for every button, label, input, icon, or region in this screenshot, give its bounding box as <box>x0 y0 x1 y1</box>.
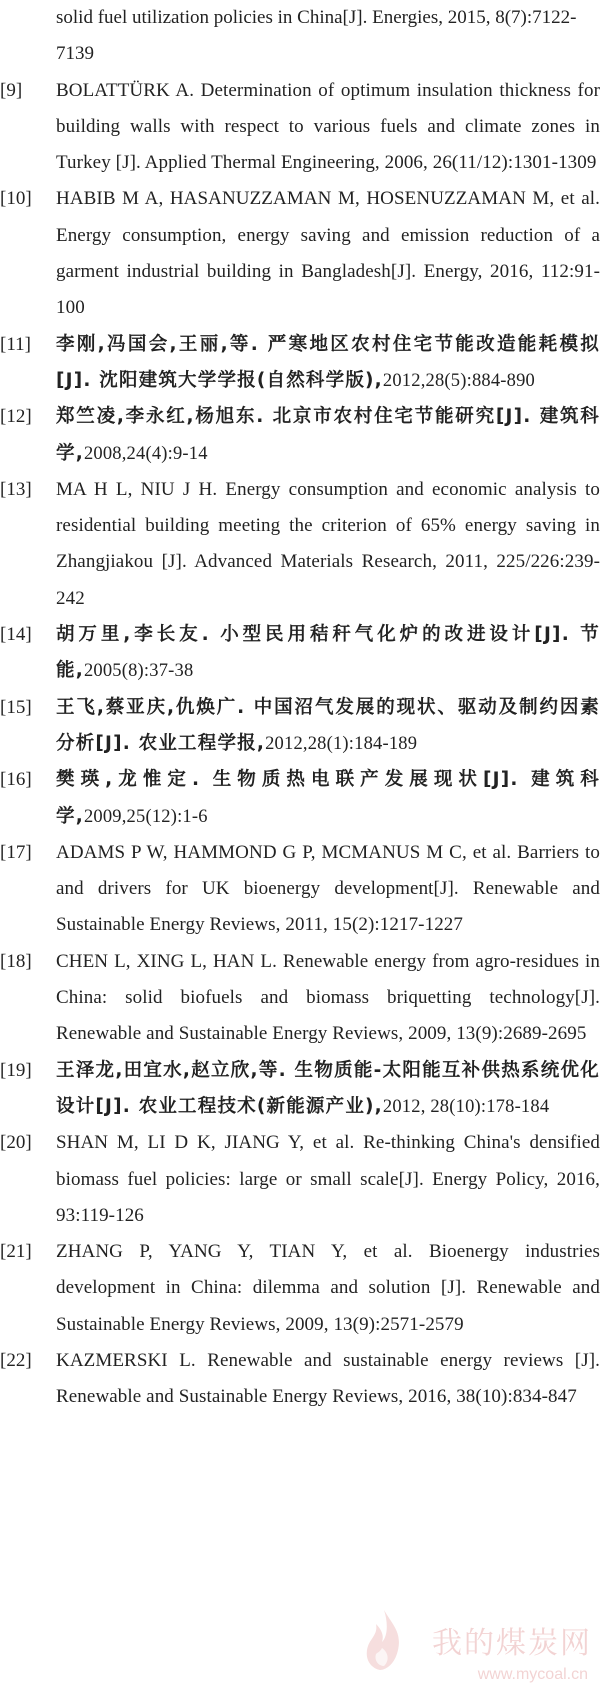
reference-item-13 <box>0 472 600 617</box>
reference-item-15 <box>0 690 600 763</box>
reference-text: 樊瑛,龙惟定. 生物质热电联产发展现状[J]. 建筑科学, <box>56 769 600 827</box>
reference-item-12 <box>0 399 600 472</box>
reference-text: SHAN M, LI D K, JIANG Y, et al. Re-thinking China's densified biomass fuel policies: large or small scale[J]. Energy Policy, 2016, 93:119-126 <box>56 1132 600 1226</box>
reference-item-22 <box>0 1343 600 1416</box>
reference-item-16 <box>0 762 600 835</box>
reference-text: 王飞,蔡亚庆,仇焕广. 中国沼气发展的现状、驱动及制约因素分析[J]. 农业工程学报, <box>56 696 600 754</box>
reference-item-21 <box>0 1234 600 1343</box>
reference-number: [20] <box>0 1132 32 1154</box>
reference-number: [10] <box>0 188 32 210</box>
reference-text: KAZMERSKI L. Renewable and sustainable energy reviews [J]. Renewable and Sustainable Energy Reviews, 2016, 38(10):834-847 <box>56 1349 600 1408</box>
reference-number: [21] <box>0 1241 32 1263</box>
reference-tail: 2012,28(1):184-189 <box>265 733 418 754</box>
reference-continuation: solid fuel utilization policies in China[J]. Energies, 2015, 8(7):7122-7139 <box>56 7 577 65</box>
reference-item-20 <box>0 1125 600 1234</box>
reference-item-10 <box>0 181 600 326</box>
watermark-url: www.mycoal.cn <box>477 1666 588 1683</box>
reference-item-14 <box>0 617 600 690</box>
reference-tail: 2012, 28(10):178-184 <box>382 1096 550 1117</box>
reference-text: 李刚,冯国会,王丽,等. 严寒地区农村住宅节能改造能耗模拟[J]. 沈阳建筑大学学报(自然科学版), <box>56 333 600 391</box>
reference-number: [22] <box>0 1349 32 1371</box>
reference-number: [17] <box>0 841 32 863</box>
reference-number: [11] <box>0 333 31 355</box>
reference-text: ADAMS P W, HAMMOND G P, MCMANUS M C, et al. Barriers to and drivers for UK bioenergy development[J]. Renewable and Sustainable Energy Reviews, 2011, 15(2):1217-1227 <box>56 841 600 936</box>
reference-number: [12] <box>0 406 32 428</box>
reference-text: CHEN L, XING L, HAN L. Renewable energy from agro-residues in China: solid biofuels and biomass briquetting technology[J]. Renewable and Sustainable Energy Reviews, 2009, 13(9):2689-2695 <box>56 950 600 1045</box>
reference-item-17 <box>0 835 600 944</box>
reference-text: 郑竺凌,李永红,杨旭东. 北京市农村住宅节能研究[J]. 建筑科学, <box>56 406 600 464</box>
reference-number: [16] <box>0 769 32 791</box>
reference-text: ZHANG P, YANG Y, TIAN Y, et al. Bioenergy industries development in China: dilemma and solution [J]. Renewable and Sustainable Energy Reviews, 2009, 13(9):2571-2579 <box>56 1241 600 1335</box>
reference-number: [13] <box>0 478 32 500</box>
reference-text: HABIB M A, HASANUZZAMAN M, HOSENUZZAMAN M, et al. Energy consumption, energy saving and emission reduction of a garment industrial building in Bangladesh[J]. Energy, 2016, 112:91-100 <box>56 188 600 319</box>
reference-text: 王泽龙,田宜水,赵立欣,等. 生物质能-太阳能互补供热系统优化设计[J]. 农业工程技术(新能源产业), <box>56 1059 600 1117</box>
flame-logo-icon <box>362 1608 406 1672</box>
reference-item-18 <box>0 944 600 1053</box>
watermark-text: 我的煤炭网 <box>432 1626 592 1661</box>
reference-text: BOLATTÜRK A. Determination of optimum insulation thickness for building walls with respect to various fuels and climate zones in Turkey [J]. Applied Thermal Engineering, 2006, 26(11/12):1301-1309 <box>56 79 600 174</box>
reference-number: [15] <box>0 696 32 718</box>
reference-item-19 <box>0 1053 600 1126</box>
reference-text: 胡万里,李长友. 小型民用秸秆气化炉的改进设计[J]. 节能, <box>56 624 600 682</box>
reference-tail: 2009,25(12):1-6 <box>83 806 208 827</box>
reference-text: MA H L, NIU J H. Energy consumption and economic analysis to residential building meeting the criterion of 65% energy saving in Zhangjiakou [J]. Advanced Materials Research, 2011, 225/226:239-242 <box>56 478 600 609</box>
reference-tail: 2005(8):37-38 <box>83 661 194 682</box>
reference-item-9 <box>0 73 600 182</box>
reference-number: [9] <box>0 79 23 101</box>
reference-number: [14] <box>0 624 32 646</box>
watermark <box>352 1608 592 1698</box>
reference-tail: 2008,24(4):9-14 <box>83 443 208 464</box>
reference-number: [18] <box>0 950 32 972</box>
reference-item-11 <box>0 327 600 400</box>
reference-tail: 2012,28(5):884-890 <box>382 370 536 391</box>
reference-number: [19] <box>0 1059 32 1081</box>
